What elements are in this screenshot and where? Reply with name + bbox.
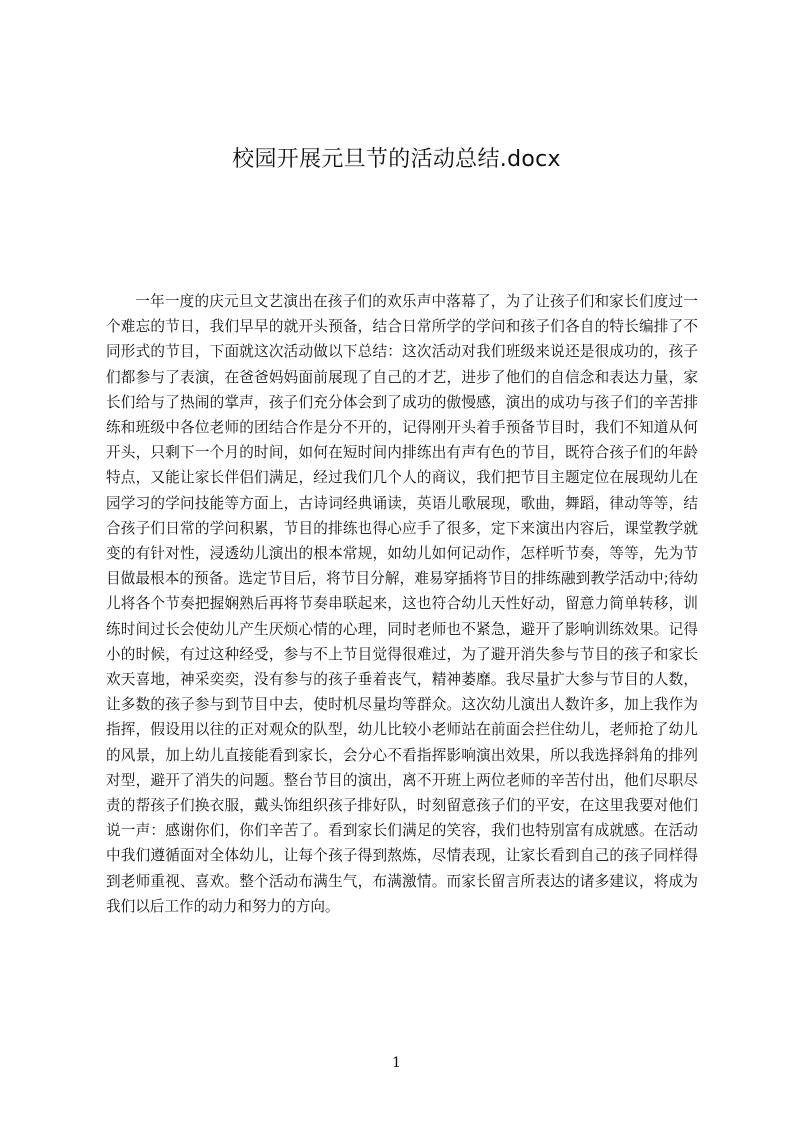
document-title: 校园开展元旦节的活动总结.docx (232, 147, 561, 172)
body-paragraph: 一年一度的庆元旦文艺演出在孩子们的欢乐声中落幕了，为了让孩子们和家长们度过一个难忘的节日，我们早早的就开头预备，结合日常所学的学问和孩子们各自的特长编排了不同形式的节目，下面就这次活动做以下总结：这次活动对我们班级来说还是很成功的，孩子们都参与了表演，在爸爸妈妈面前展现了自己的才艺，进步了他们的自信念和表达力量，家长们给与了热闹的掌声，孩子们充分体会到了成功的傲慢感，演出的成功与孩子们的辛苦排练和班级中各位老师的团结合作是分不开的，记得刚开头着手预备节目时，我们不知道从何开头，只剩下一个月的时间，如何在短时间内排练出有声有色的节目，既符合孩子们的年龄特点，又能让家长伴侣们满足，经过我们几个人的商议，我们把节目主题定位在展现幼儿在园学习的学问技能等方面上，古诗词经典诵读，英语儿歌展现，歌曲，舞蹈，律动等等，结合孩子们日常的学问积累，节目的排练也得心应手了很多，定下来演出内容后，课堂教学就变的有针对性，浸透幼儿演出的根本常规，如幼儿如何记动作，怎样听节奏，等等，先为节目做最根本的预备。选定节目后，将节目分解，难易穿插将节目的排练融到教学活动中;待幼儿将各个节奏把握娴熟后再将节奏串联起来，这也符合幼儿天性好动，留意力简单转移，训练时间过长会使幼儿产生厌烦心情的心理，同时老师也不紧急，避开了影响训练效果。记得小的时候，有过这种经受，参与不上节目觉得很难过，为了避开消失参与节目的孩子和家长欢天喜地，神采奕奕，没有参与的孩子垂着丧气，精神萎靡。我尽量扩大参与节目的人数，让多数的孩子参与到节目中去，使时机尽量均等群众。这次幼儿演出人数许多，加上我作为指挥，假设用以往的正对观众的队型，幼儿比较小老师站在前面会拦住幼儿，老师抢了幼儿的风景，加上幼儿直接能看到家长，会分心不看指挥影响演出效果，所以我选择斜角的排列对型，避开了消失的问题。整台节目的演出，离不开班上两位老师的辛苦付出，他们尽职尽责的帮孩子们换衣服，戴头饰组织孩子排好队，时刻留意孩子们的平安，在这里我要对他们说一声：感谢你们，你们辛苦了。看到家长们满足的笑容，我们也特别富有成就感。在活动中我们遵循面对全体幼儿，让每个孩子得到熬炼，尽情表现，让家长看到自己的孩子同样得到老师重视、喜欢。整个活动布满生气，布满激情。而家长留言所表达的诸多建议，将成为我们以后工作的动力和努力的方向。 (106, 293, 698, 915)
page-number: 1 (392, 1055, 401, 1071)
